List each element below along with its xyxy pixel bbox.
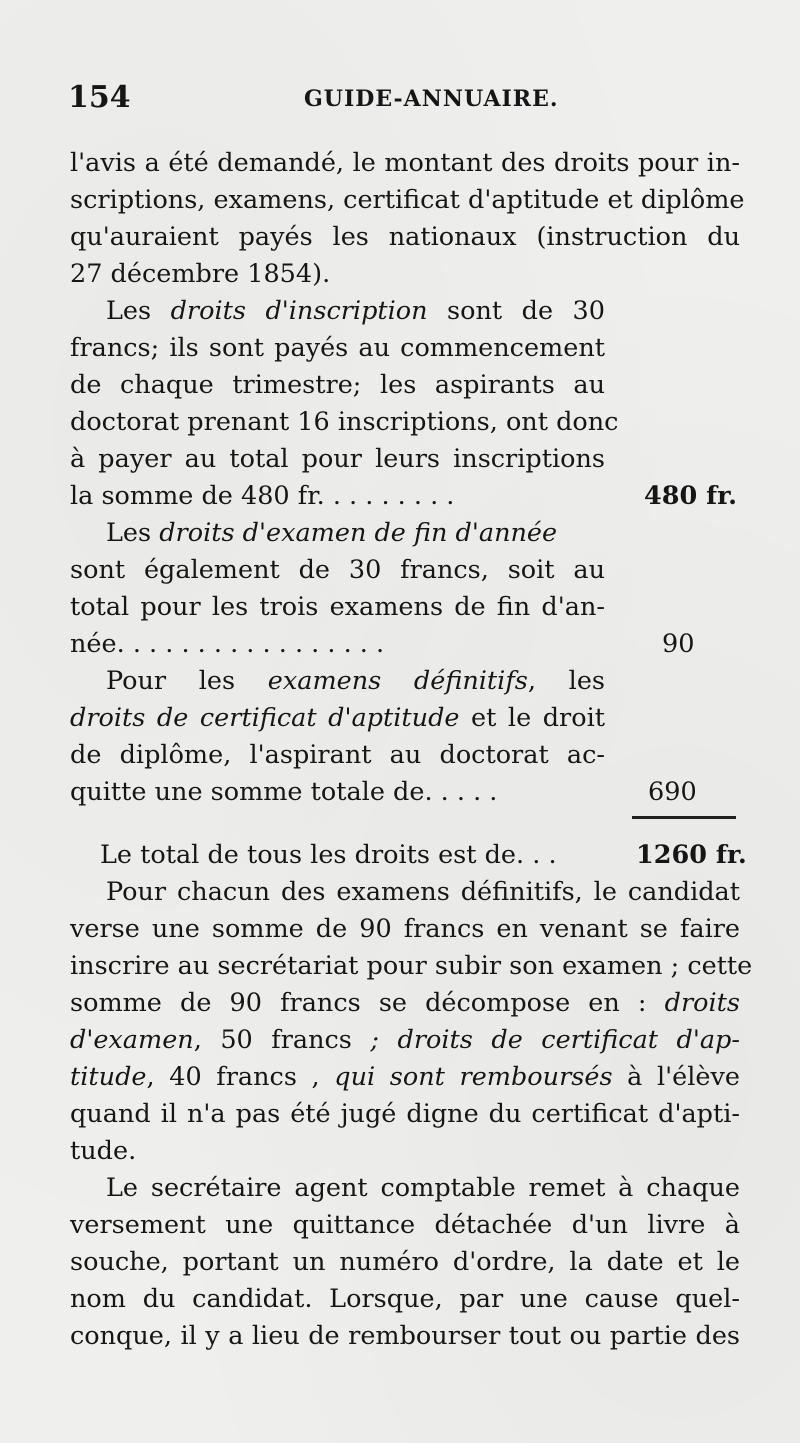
text-line: la somme de 480 fr. . . . . . . . . bbox=[70, 481, 455, 511]
running-title: GUIDE-ANNUAIRE. bbox=[304, 86, 559, 112]
text-line: somme de 90 francs se décompose en : droits bbox=[70, 988, 740, 1018]
text-line: doctorat prenant 16 inscriptions, ont donc bbox=[70, 407, 619, 437]
text-line: conque, il y a lieu de rembourser tout ou partie des bbox=[70, 1321, 740, 1351]
amount-inscriptions: 480 fr. bbox=[644, 481, 738, 511]
dot-leader: . . . . . . . . bbox=[332, 481, 455, 511]
text-line: quand il n'a pas été jugé digne du certificat d'apti- bbox=[70, 1099, 740, 1129]
text-line: verse une somme de 90 francs en venant se faire bbox=[70, 914, 740, 944]
text-line: quitte une somme totale de. . . . . bbox=[70, 777, 498, 807]
sum-rule bbox=[632, 816, 736, 819]
text-line: total pour les trois examens de fin d'an- bbox=[70, 592, 605, 622]
text-line: Les droits d'inscription sont de 30 bbox=[106, 296, 606, 326]
text-line: droits de certificat d'aptitude et le droit bbox=[70, 703, 605, 733]
text-line: qu'auraient payés les nationaux (instruction du bbox=[70, 222, 740, 252]
dot-leader: . . . . . . . . . . . . . . . . bbox=[132, 629, 385, 659]
text-line: 27 décembre 1854). bbox=[70, 259, 331, 289]
page-header bbox=[68, 80, 748, 120]
text-line: versement une quittance détachée d'un livre à bbox=[70, 1210, 740, 1240]
text-line: Pour chacun des examens définitifs, le candidat bbox=[106, 877, 740, 907]
dot-leader: . . bbox=[532, 840, 557, 870]
amount-final-exams: 690 bbox=[648, 777, 697, 807]
text-line: de chaque trimestre; les aspirants au bbox=[70, 370, 605, 400]
amount-total: 1260 fr. bbox=[636, 840, 747, 870]
text-line: scriptions, examens, certificat d'aptitude et diplôme bbox=[70, 185, 745, 215]
text-line: Le secrétaire agent comptable remet à chaque bbox=[106, 1173, 740, 1203]
text-line: tude. bbox=[70, 1136, 137, 1166]
text-line: sont également de 30 francs, soit au bbox=[70, 555, 605, 585]
text-line: l'avis a été demandé, le montant des droits pour in- bbox=[70, 148, 740, 178]
text-line: nom du candidat. Lorsque, par une cause quel- bbox=[70, 1284, 740, 1314]
dot-leader: . . . . bbox=[440, 777, 498, 807]
amount-year-exams: 90 bbox=[662, 629, 695, 659]
text-line: d'examen, 50 francs ; droits de certificat d'ap- bbox=[70, 1025, 741, 1055]
text-line: à payer au total pour leurs inscriptions bbox=[70, 444, 605, 474]
text-line: née. . . . . . . . . . . . . . . . . bbox=[70, 629, 385, 659]
text-line: Le total de tous les droits est de. . . bbox=[100, 840, 557, 870]
text-line: Les droits d'examen de fin d'année bbox=[106, 518, 558, 548]
text-line: de diplôme, l'aspirant au doctorat ac- bbox=[70, 740, 605, 770]
text-line: Pour les examens définitifs, les bbox=[106, 666, 605, 696]
text-line: inscrire au secrétariat pour subir son examen ; cette bbox=[70, 951, 753, 981]
page-number: 154 bbox=[68, 80, 131, 115]
text-line: francs; ils sont payés au commencement bbox=[70, 333, 605, 363]
text-line: titude, 40 francs , qui sont remboursés à l'élève bbox=[70, 1062, 740, 1092]
text-line: souche, portant un numéro d'ordre, la date et le bbox=[70, 1247, 740, 1277]
